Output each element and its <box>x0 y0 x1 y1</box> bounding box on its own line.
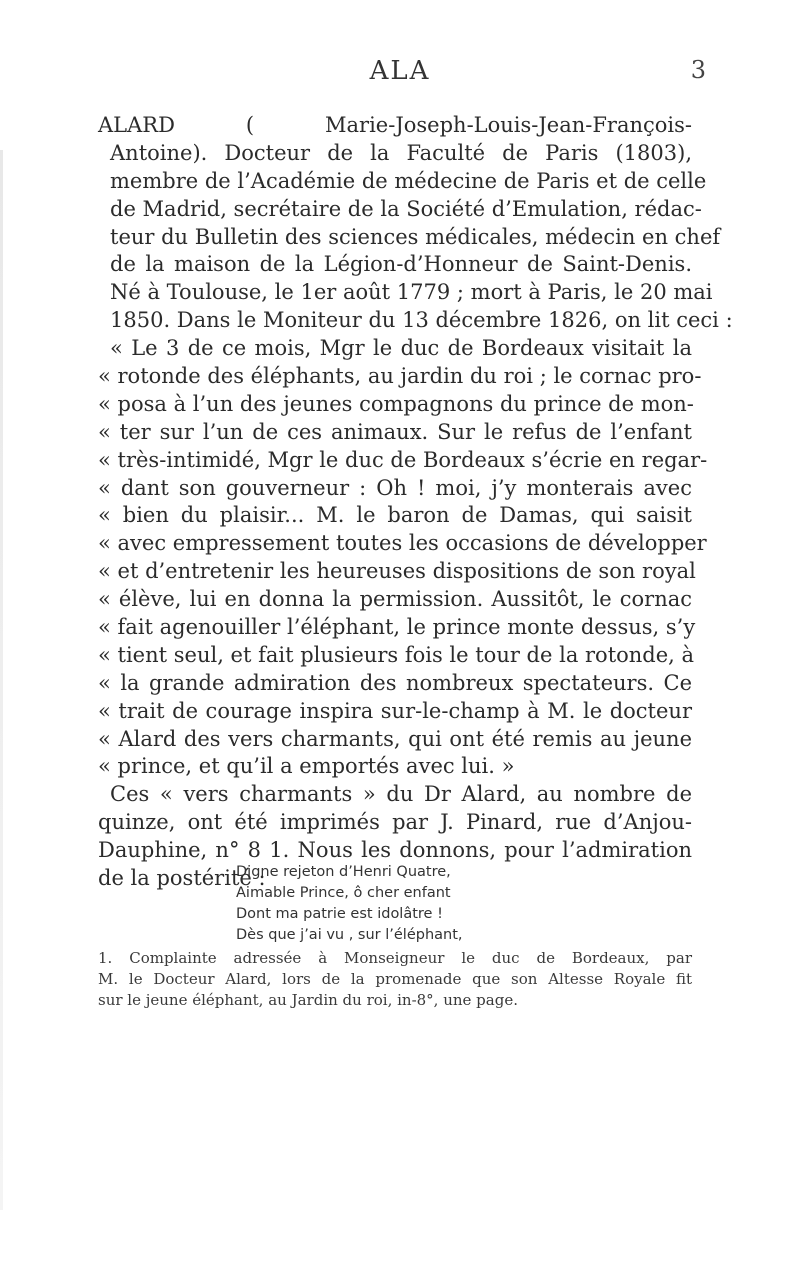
text-line: « ter sur l’un de ces animaux. Sur le refus de l’enfant <box>98 419 692 444</box>
text-line: Dauphine, n° 8 1. Nous les donnons, pour l’admiration <box>98 838 692 863</box>
footnote-line: sur le jeune éléphant, au Jardin du roi, in-8°, une page. <box>98 991 518 1009</box>
text-line: « la grande admiration des nombreux spectateurs. Ce <box>98 670 692 695</box>
text-line: 1850. Dans le Moniteur du 13 décembre 1826, on lit ceci : <box>110 308 733 333</box>
text-line: « tient seul, et fait plusieurs fois le tour de la rotonde, à <box>98 642 695 667</box>
text-line: quinze, ont été imprimés par J. Pinard, rue d’Anjou- <box>98 810 692 835</box>
text-line: « rotonde des éléphants, au jardin du roi ; le cornac pro- <box>98 364 702 389</box>
text-line: « fait agenouiller l’éléphant, le prince monte dessus, s’y <box>98 615 696 640</box>
text-line: « et d’entretenir les heureuses dispositions de son royal <box>98 559 696 584</box>
page-number: 3 <box>690 56 706 84</box>
text-line: Ces « vers charmants » du Dr Alard, au nombre de <box>110 782 692 807</box>
text-line: « dant son gouverneur : Oh ! moi, j’y monterais avec <box>98 475 692 500</box>
text-line: ALARD ( Marie-Joseph-Louis-Jean-François- <box>98 113 692 137</box>
text-line: « Alard des vers charmants, qui ont été remis au jeune <box>98 726 692 751</box>
entry-text <box>98 112 733 893</box>
footnote-line: 1. Complainte adressée à Monseigneur le duc de Bordeaux, par <box>98 949 692 967</box>
text-line: « prince, et qu’il a emportés avec lui. » <box>98 754 515 779</box>
text-line: « élève, lui en donna la permission. Aussitôt, le cornac <box>98 587 692 612</box>
footnote <box>98 948 692 1011</box>
text-line: « avec empressement toutes les occasions de développer <box>98 531 707 556</box>
text-line: « Le 3 de ce mois, Mgr le duc de Bordeaux visitait la <box>110 336 692 361</box>
verse-line: Dont ma patrie est idolâtre ! <box>236 906 443 922</box>
text-line: Né à Toulouse, le 1er août 1779 ; mort à Paris, le 20 mai <box>110 280 713 305</box>
verse-line: Digne rejeton d’Henri Quatre, <box>236 864 451 880</box>
text-line: « bien du plaisir... M. le baron de Damas, qui saisit <box>98 503 692 528</box>
verse-line: Aimable Prince, ô cher enfant <box>236 885 451 901</box>
text-line: « très-intimidé, Mgr le duc de Bordeaux s’écrie en regar- <box>98 447 708 472</box>
text-line: Antoine). Docteur de la Faculté de Paris (1803), <box>110 140 692 165</box>
page-edge-shadow <box>0 150 3 1210</box>
running-head <box>0 56 800 86</box>
verse-line: Dès que j’ai vu , sur l’éléphant, <box>236 927 463 943</box>
text-line: teur du Bulletin des sciences médicales, médecin en chef <box>110 224 721 249</box>
text-line: de la maison de la Légion-d’Honneur de Saint-Denis. <box>110 252 692 277</box>
text-line: membre de l’Académie de médecine de Paris et de celle <box>110 168 707 193</box>
running-title: ALA <box>369 56 431 86</box>
footnote-line: M. le Docteur Alard, lors de la promenade que son Altesse Royale fit <box>98 970 692 988</box>
text-line: « posa à l’un des jeunes compagnons du prince de mon- <box>98 391 694 416</box>
text-line: de Madrid, secrétaire de la Société d’Emulation, rédac- <box>110 196 702 221</box>
text-line: « trait de courage inspira sur-le-champ à M. le docteur <box>98 698 692 723</box>
text-line: de la postérité : <box>98 866 266 891</box>
verse-block <box>236 862 463 946</box>
